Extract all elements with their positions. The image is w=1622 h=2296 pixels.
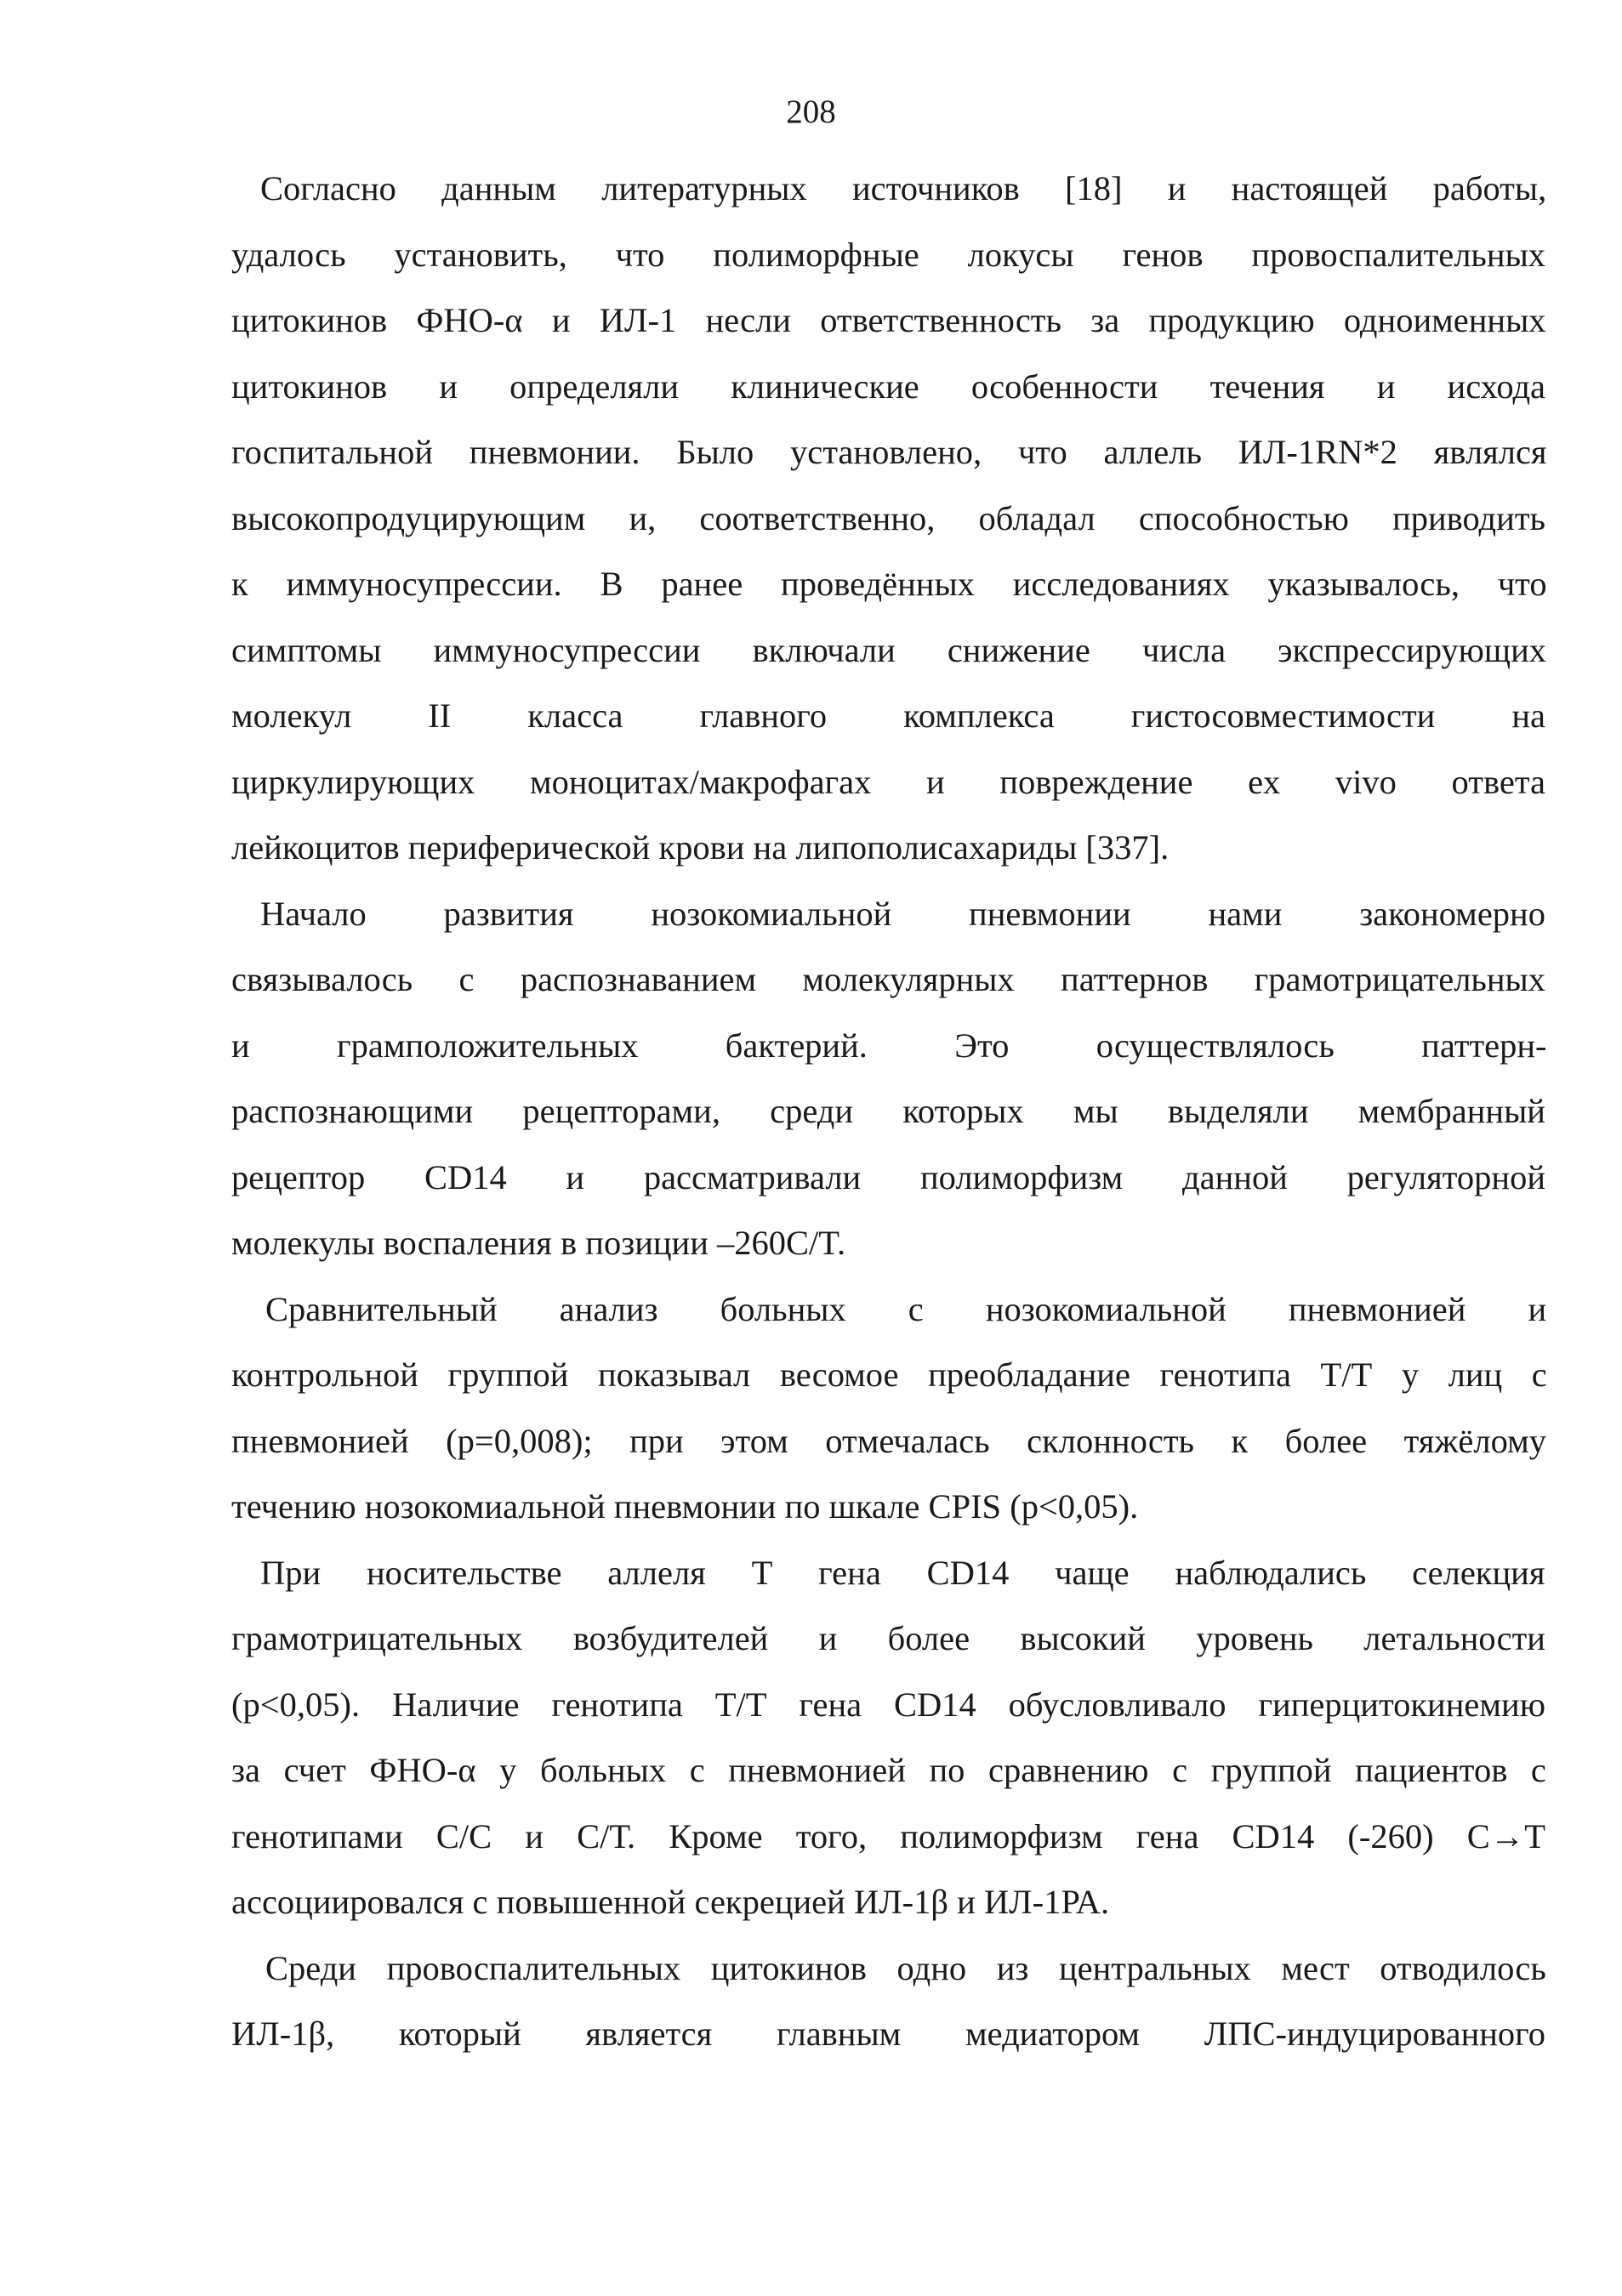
- paragraph-2: [231, 881, 1545, 1276]
- body-text: [231, 156, 1545, 2067]
- text-line: молекул II класса главного комплекса гистосовместимости на: [231, 696, 1545, 735]
- text-line: Согласно данным литературных источников [18] и настоящей работы,: [260, 169, 1547, 207]
- text-line: циркулирующих моноцитах/макрофагах и повреждение ex vivo ответа: [231, 762, 1545, 801]
- paragraph-3: [231, 1276, 1545, 1540]
- text-line: высокопродуцирующим и, соответственно, обладал способностью приводить: [231, 498, 1546, 537]
- text-line: пневмонией (р=0,008); при этом отмечалась склонность к более тяжёлому: [231, 1421, 1546, 1460]
- text-line: лейкоцитов периферической крови на липополисахариды [337].: [231, 828, 1170, 867]
- text-line: Начало развития нозокомиальной пневмонии нами закономерно: [260, 894, 1545, 933]
- paragraph-5: [231, 1935, 1545, 2067]
- paragraph-4: [231, 1540, 1545, 1935]
- text-line: контрольной группой показывал весомое преобладание генотипа T/T у лиц с: [231, 1355, 1547, 1394]
- text-line: за счет ФНО-α у больных с пневмонией по сравнению с группой пациентов с: [231, 1751, 1546, 1789]
- text-line: молекулы воспаления в позиции –260C/T.: [231, 1224, 846, 1262]
- text-line: цитокинов и определяли клинические особенности течения и исхода: [231, 367, 1546, 406]
- text-line: Среди провоспалительных цитокинов одно из центральных мест отводилось: [265, 1948, 1546, 1987]
- text-line: и грамположительных бактерий. Это осуществлялось паттерн-: [231, 1026, 1547, 1065]
- text-line: распознающими рецепторами, среди которых мы выделяли мембранный: [231, 1092, 1545, 1130]
- text-line: связывалось с распознаванием молекулярных паттернов грамотрицательных: [231, 960, 1546, 998]
- text-line: течению нозокомиальной пневмонии по шкале CPIS (р<0,05).: [231, 1487, 1139, 1526]
- text-line: рецептор CD14 и рассматривали полиморфизм данной регуляторной: [231, 1157, 1546, 1196]
- text-line: цитокинов ФНО-α и ИЛ-1 несли ответственность за продукцию одноименных: [231, 301, 1546, 339]
- text-line: грамотрицательных возбудителей и более высокий уровень летальности: [231, 1619, 1545, 1657]
- text-line: ассоциировался с повышенной секрецией ИЛ-1β и ИЛ-1РА.: [231, 1883, 1110, 1921]
- text-line: госпитальной пневмонии. Было установлено, что аллель ИЛ-1RN*2 являлся: [231, 433, 1547, 471]
- text-line: Сравнительный анализ больных с нозокомиальной пневмонией и: [265, 1289, 1547, 1328]
- text-line: генотипами С/С и С/Т. Кроме того, полиморфизм гена CD14 (-260) C→T: [231, 1816, 1546, 1856]
- text-line: ИЛ-1β, который является главным медиатором ЛПС-индуцированного: [231, 2015, 1546, 2053]
- text-line: удалось установить, что полиморфные локусы генов провоспалительных: [231, 235, 1546, 274]
- text-line: (р<0,05). Наличие генотипа T/T гена CD14 обусловливало гиперцитокинемию: [231, 1685, 1545, 1724]
- text-line: При носительстве аллеля Т гена CD14 чаще наблюдались селекция: [260, 1553, 1545, 1592]
- text-line: к иммуносупрессии. В ранее проведённых исследованиях указывалось, что: [231, 565, 1547, 603]
- text-line: симптомы иммуносупрессии включали снижение числа экспрессирующих: [231, 630, 1547, 669]
- page-number: 208: [786, 94, 836, 130]
- paragraph-1: [231, 156, 1545, 881]
